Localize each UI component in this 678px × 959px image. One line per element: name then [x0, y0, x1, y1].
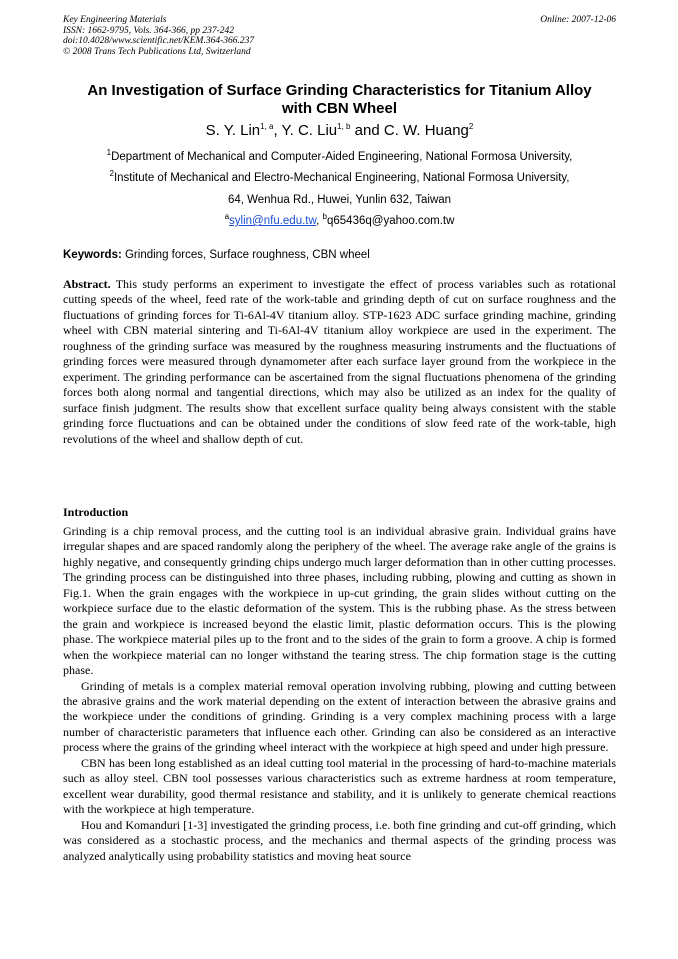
email-link-a[interactable]: sylin@nfu.edu.tw	[229, 215, 317, 227]
keywords-text: Grinding forces, Surface roughness, CBN wheel	[121, 249, 370, 261]
section-heading-introduction: Introduction	[63, 505, 129, 519]
journal-name: Key Engineering Materials	[63, 15, 167, 25]
paper-title	[63, 82, 616, 118]
title-line-2: with CBN Wheel	[282, 100, 397, 117]
email-separator: ,	[316, 215, 323, 227]
intro-paragraph-1: Grinding is a chip removal process, and the cutting tool is an individual abrasive grain. Individual grains have irregular shapes and are spaced randomly along the periphery of the wheel. The average rake angle of the grains is highly negative, and consequently grinding chips undergo much larger deformation than in other cutting processes. The grinding process can be distinguished into three phases, including rubbing, plowing and cutting as shown in Fig.1. When the grain engages with the workpiece in up-cut grinding, the grain slides without cutting on the workpiece surface due to the elastic deformation of the system. This is the rubbing phase. As the stress between the grain and workpiece is increased beyond the elastic limit, plastic deformation occurs. This is the plowing phase. The workpiece material piles up to the front and to the sides of the grain to form a groove. A chip is formed when the workpiece material can no longer withstand the tearing stress. The chip formation stage is the cutting phase.	[63, 524, 616, 678]
copyright-line: © 2008 Trans Tech Publications Ltd, Switzerland	[63, 46, 251, 57]
author-name: S. Y. Lin	[205, 122, 261, 139]
author-name: C. W. Huang	[383, 122, 469, 139]
journal-header	[63, 15, 616, 57]
keywords-label: Keywords:	[63, 249, 122, 261]
affiliation-superscript: 2	[109, 169, 114, 179]
email-superscript: a	[224, 212, 230, 222]
intro-paragraph-2: Grinding of metals is a complex material removal operation involving rubbing, plowing and cutting between the abrasive grains and the work material depending on the extent of interaction between the abrasive grains and the workpiece under the conditions of grinding. Grinding is a very complex machining process with a large number of characteristic parameters that influence each other. Grinding can also be considered as an interactive process where the grains of the grinding wheel interact with the workpiece at high speed and under high pressure.	[63, 678, 616, 755]
author-superscript: 1, b	[337, 122, 351, 131]
author-list	[63, 122, 616, 140]
affiliation-1	[63, 150, 616, 164]
keywords-line	[63, 248, 616, 262]
email-superscript: b	[322, 212, 327, 222]
abstract-text: This study performs an experiment to investigate the effect of process variables such as rotational cutting speeds of the wheel, feed rate of the work-table and grinding depth of cut on surface roughness and the fluctuations of grinding forces for Ti-6Al-4V titanium alloy. STP-1623 ADC surface grinding machine, grinding wheel with CBN material sintering and Ti-6Al-4V titanium alloy workpiece are used in the experiment. The roughness of the grinding surface was measured by the roughness measuring instruments and the fluctuations of grinding forces were measured through dynamometer after each surface layer ground from the workpiece in the experiment. The grinding performance can be ascertained from the signal fluctuations phenomena of the grinding forces both along normal and tangential directions, which may also be utilized as an index for the quality of surface finish judgment. The results show that excellent surface quality being always consistent with the stable grinding force fluctuations and can be obtained under the conditions of slow feed rate of the work-table, high revolutions of the wheel and shallow depth of cut.	[63, 277, 616, 446]
abstract-paragraph	[63, 277, 616, 447]
introduction-body	[63, 524, 616, 864]
affiliation-superscript: 1	[106, 148, 112, 158]
author-separator: and	[350, 122, 384, 139]
affiliation-address: 64, Wenhua Rd., Huwei, Yunlin 632, Taiwan	[227, 194, 452, 206]
abstract-label: Abstract.	[63, 277, 111, 291]
intro-paragraph-3: CBN has been long established as an ideal cutting tool material in the processing of hard-to-machine materials such as alloy steel. CBN tool possesses various characteristics such as extreme hardness at room temperature, excellent wear durability, good thermal resistance and stability, and it is unlikely to generate chemical reactions with the workpiece at high temperature.	[63, 755, 616, 817]
online-date: Online: 2007-12-06	[540, 15, 616, 25]
affiliation-text: Department of Mechanical and Computer-Aided Engineering, National Formosa University,	[111, 151, 573, 163]
issn-line: ISSN: 1662-9795, Vols. 364-366, pp 237-242	[63, 25, 234, 36]
affiliation-text: Institute of Mechanical and Electro-Mechanical Engineering, National Formosa University,	[113, 172, 570, 184]
doi-line: doi:10.4028/www.scientific.net/KEM.364-366.237	[63, 36, 255, 46]
author-separator: ,	[273, 122, 282, 139]
title-line-1: An Investigation of Surface Grinding Characteristics for Titanium Alloy	[87, 82, 592, 99]
intro-paragraph-4: Hou and Komanduri [1-3] investigated the grinding process, i.e. both fine grinding and cut-off grinding, which was considered as a stochastic process, and the mechanics and thermal aspects of the grinding process was analyzed analytically using probability statistics and moving heat source	[63, 817, 616, 863]
email-line	[63, 214, 616, 228]
author-superscript: 1, a	[260, 122, 274, 131]
author-superscript: 2	[468, 122, 474, 131]
affiliation-2	[63, 171, 616, 185]
email-b: q65436q@yahoo.com.tw	[327, 215, 455, 227]
author-name: Y. C. Liu	[281, 122, 338, 139]
